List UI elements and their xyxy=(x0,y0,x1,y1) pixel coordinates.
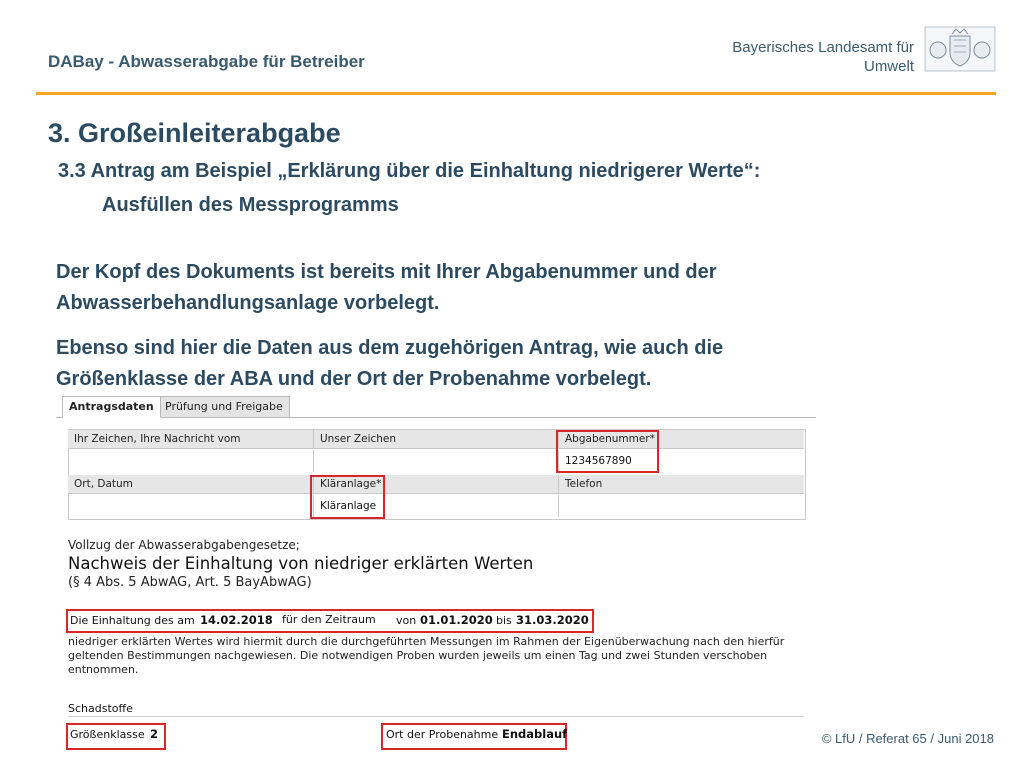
klaeranlage-field[interactable]: Kläranlage xyxy=(313,495,558,517)
declaration-date-value[interactable]: 14.02.2018 xyxy=(200,613,273,627)
document-legal-reference: (§ 4 Abs. 5 AbwAG, Art. 5 BayAbwAG) xyxy=(68,575,312,590)
form-screenshot xyxy=(56,394,816,754)
our-reference-field[interactable] xyxy=(313,450,558,472)
header-our-reference: Unser Zeichen xyxy=(313,430,558,449)
document-intro-line: Vollzug der Abwasserabgabengesetze; xyxy=(68,538,300,552)
paragraph-line: Der Kopf des Dokuments ist bereits mit Ihrer Abgabenummer und der xyxy=(56,261,717,283)
document-title: Nachweis der Einhaltung von niedriger erklärten Werten xyxy=(68,554,534,573)
header-your-reference: Ihr Zeichen, Ihre Nachricht vom xyxy=(68,430,313,449)
size-class-value[interactable]: 2 xyxy=(150,727,159,741)
body-text-line-2: geltenden Bestimmungen nachgewiesen. Die notwendigen Proben wurden jeweils um einen Tag und zwei Stunden verschoben xyxy=(68,649,768,662)
sample-location-label: Ort der Probenahme xyxy=(386,728,499,741)
header-abgabenummer: Abgabenummer* xyxy=(558,430,804,449)
section-label-schadstoffe: Schadstoffe xyxy=(68,702,133,715)
abgabenummer-field[interactable]: 1234567890 xyxy=(558,450,804,472)
slide-heading: 3. Großeinleiterabgabe xyxy=(48,118,341,148)
slide-subheading: 3.3 Antrag am Beispiel „Erklärung über die Einhaltung niedrigerer Werte“: xyxy=(58,160,761,182)
footer-copyright: © LfU / Referat 65 / Juni 2018 xyxy=(821,731,994,746)
period-label: für den Zeitraum xyxy=(282,613,376,626)
organization-line-1: Bayerisches Landesamt für xyxy=(732,39,914,56)
organization-name xyxy=(732,38,914,76)
body-text-line-3: entnommen. xyxy=(68,663,139,676)
paragraph-line: Ebenso sind hier die Daten aus dem zugehörigen Antrag, wie auch die xyxy=(56,337,724,359)
telefon-field[interactable] xyxy=(558,495,804,517)
explanation-paragraph-1 xyxy=(56,257,956,319)
highlight-klaeranlage xyxy=(310,475,385,519)
header-place-date: Ort, Datum xyxy=(68,475,313,494)
header-telefon: Telefon xyxy=(558,475,804,494)
bavarian-coat-of-arms-icon xyxy=(924,26,996,72)
header-divider xyxy=(36,92,996,95)
tab-divider xyxy=(56,417,816,418)
slide-subheading-continued: Ausfüllen des Messprogramms xyxy=(102,194,399,216)
sample-location-value[interactable]: Endablauf xyxy=(502,727,568,741)
period-from-value[interactable]: 01.01.2020 xyxy=(420,613,493,627)
period-to-value[interactable]: 31.03.2020 xyxy=(516,613,589,627)
tab-antragsdaten[interactable]: Antragsdaten xyxy=(62,396,161,418)
paragraph-line: Abwasserbehandlungsanlage vorbelegt. xyxy=(56,292,440,314)
your-reference-field[interactable] xyxy=(68,450,313,472)
paragraph-line: Größenklasse der ABA und der Ort der Probenahme vorbelegt. xyxy=(56,368,652,390)
organization-line-2: Umwelt xyxy=(863,58,914,75)
presentation-title: DABay - Abwasserabgabe für Betreiber xyxy=(48,52,365,71)
compliance-date-label: Die Einhaltung des am xyxy=(70,614,195,627)
period-from-label: von xyxy=(396,614,417,627)
tab-pruefung-und-freigabe[interactable]: Prüfung und Freigabe xyxy=(158,396,290,417)
explanation-paragraph-2 xyxy=(56,333,956,395)
section-divider xyxy=(68,716,804,717)
period-to-label: bis xyxy=(496,614,512,627)
size-class-label: Größenklasse xyxy=(70,728,145,741)
place-date-field[interactable] xyxy=(68,495,313,517)
body-text-line-1: niedriger erklärten Wertes wird hiermit durch die durchgeführten Messungen im Rahmen der Eigenüberwachung nach den hierfür xyxy=(68,635,785,648)
highlight-abgabenummer xyxy=(556,430,659,473)
header-klaeranlage: Kläranlage* xyxy=(313,475,558,494)
